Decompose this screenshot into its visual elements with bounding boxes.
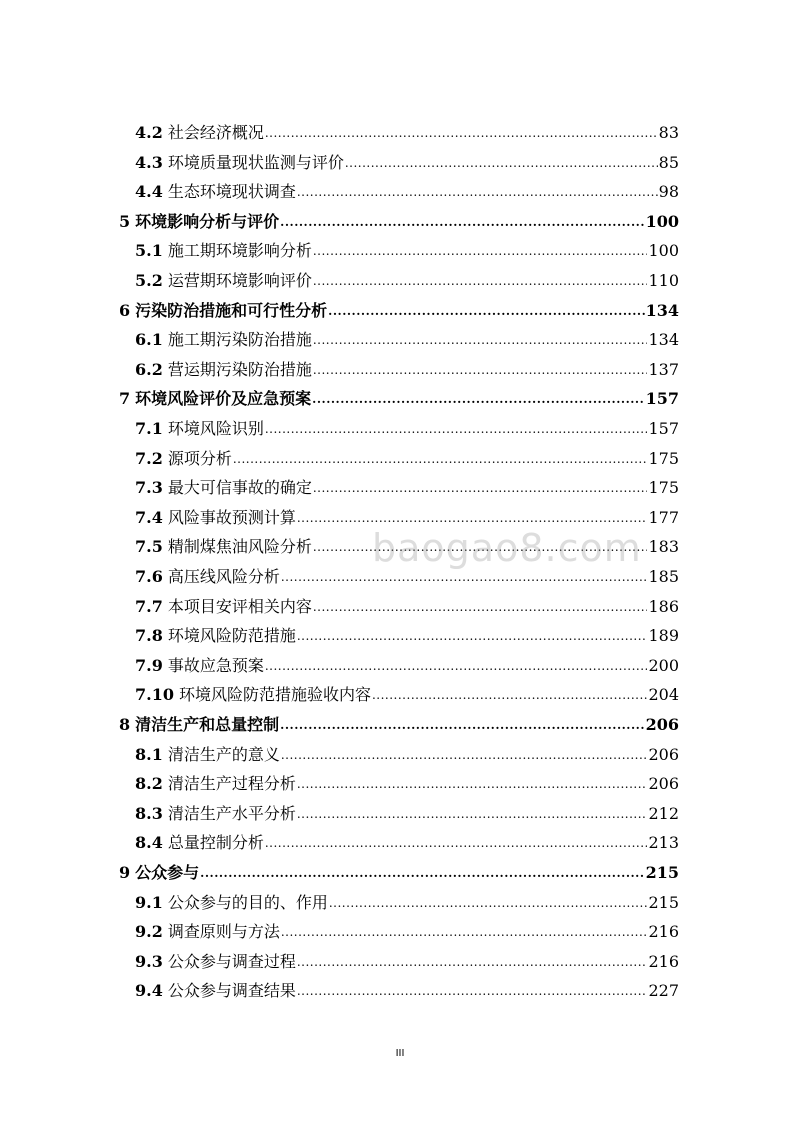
toc-entry-page: 134 — [645, 300, 679, 320]
toc-entry-number: 8 — [119, 715, 131, 734]
toc-leader-dots — [313, 330, 648, 350]
toc-leader-dots — [313, 360, 648, 380]
toc-leader-dots — [281, 922, 648, 942]
toc-entry[interactable] — [135, 502, 679, 528]
toc-entry[interactable] — [135, 117, 679, 143]
toc-entry-page: 216 — [648, 922, 679, 942]
toc-entry-title: 源项分析 — [167, 448, 232, 468]
toc-entry-page: 85 — [658, 152, 679, 172]
toc-leader-dots — [265, 656, 648, 676]
toc-entry-number: 7.8 — [135, 626, 163, 646]
toc-leader-dots — [313, 271, 648, 291]
toc-entry-title: 高压线风险分析 — [167, 567, 280, 586]
toc-entry-number: 7.6 — [135, 567, 163, 586]
toc-leader-dots — [265, 419, 648, 439]
toc-leader-dots — [265, 123, 658, 143]
toc-entry-number: 7.9 — [135, 655, 163, 675]
toc-leader-dots — [297, 626, 648, 646]
toc-entry-title: 公众参与的目的、作用 — [167, 892, 328, 912]
toc-entry-title: 营运期污染防治措施 — [167, 359, 312, 379]
toc-entry-number: 7.1 — [135, 419, 163, 438]
toc-entry-number: 7.7 — [135, 596, 163, 616]
toc-entry[interactable] — [135, 798, 679, 824]
toc-entry-title: 本项目安评相关内容 — [167, 596, 312, 616]
toc-leader-dots — [233, 449, 648, 469]
toc-entry-page: 206 — [648, 774, 679, 794]
toc-entry-number: 6 — [119, 300, 131, 320]
toc-entry-title: 运营期环境影响评价 — [167, 271, 312, 290]
toc-entry-page: 216 — [648, 951, 679, 971]
toc-entry-title: 清洁生产的意义 — [167, 744, 280, 764]
toc-entry-page: 215 — [648, 892, 679, 912]
toc-entry-page: 215 — [645, 863, 679, 882]
toc-entry-page: 110 — [648, 271, 679, 290]
toc-entry-page: 157 — [648, 419, 679, 438]
toc-entry-number: 7.4 — [135, 507, 163, 527]
toc-entry-page: 177 — [648, 507, 679, 527]
toc-leader-dots — [281, 567, 648, 587]
toc-entry-title: 环境质量现状监测与评价 — [167, 152, 344, 172]
toc-entry-title: 环境风险防范措施验收内容 — [178, 685, 371, 705]
toc-entry-number: 7 — [119, 389, 131, 409]
toc-leader-dots — [297, 508, 648, 528]
toc-entry-number: 5 — [119, 211, 131, 231]
toc-entry-number: 8.4 — [135, 833, 163, 853]
toc-entry[interactable] — [135, 975, 679, 1001]
toc-entry[interactable] — [135, 620, 679, 646]
toc-entry[interactable] — [119, 709, 679, 735]
toc-entry-title: 社会经济概况 — [167, 123, 264, 142]
toc-leader-dots — [297, 182, 658, 202]
toc-leader-dots — [313, 597, 648, 617]
toc-leader-dots — [312, 389, 644, 409]
toc-entry-number: 9.4 — [135, 981, 163, 1001]
toc-leader-dots — [297, 774, 648, 794]
toc-entry-number: 7.2 — [135, 448, 163, 468]
toc-entry[interactable] — [135, 887, 679, 913]
toc-entry-title: 公众参与调查结果 — [167, 981, 296, 1001]
toc-entry-title: 污染防治措施和可行性分析 — [135, 300, 328, 320]
toc-entry[interactable] — [135, 324, 679, 350]
toc-entry[interactable] — [119, 857, 679, 883]
toc-entry-title: 调查原则与方法 — [167, 922, 280, 942]
toc-entry-title: 生态环境现状调查 — [167, 182, 296, 202]
toc-entry-page: 183 — [648, 537, 679, 557]
toc-entry-page: 137 — [648, 359, 679, 379]
toc-entry-page: 204 — [648, 685, 679, 705]
toc-entry[interactable] — [135, 591, 679, 617]
toc-entry[interactable] — [135, 916, 679, 942]
toc-leader-dots — [297, 952, 648, 972]
toc-entry-title: 精制煤焦油风险分析 — [167, 537, 312, 557]
toc-entry-number: 4.4 — [135, 182, 163, 202]
toc-entry-title: 施工期污染防治措施 — [167, 330, 312, 350]
toc-entry-title: 公众参与 — [135, 863, 200, 882]
toc-entry-number: 8.1 — [135, 744, 163, 764]
toc-entry-page: 100 — [648, 241, 679, 261]
toc-entry[interactable] — [135, 235, 679, 261]
toc-entry-title: 风险事故预测计算 — [167, 507, 296, 527]
toc-entry-page: 175 — [648, 478, 679, 498]
toc-entry-page: 83 — [658, 123, 679, 142]
toc-entry-number: 7.3 — [135, 478, 163, 498]
toc-entry[interactable] — [119, 206, 679, 232]
toc-entry-page: 213 — [648, 833, 679, 853]
toc-entry-title: 环境风险识别 — [167, 419, 264, 438]
toc-entry-number: 9.1 — [135, 892, 163, 912]
toc-entry-number: 8.3 — [135, 803, 163, 823]
toc-entry-number: 4.2 — [135, 123, 163, 142]
toc-entry-number: 9.3 — [135, 951, 163, 971]
toc-leader-dots — [329, 893, 648, 913]
toc-entry-number: 5.1 — [135, 241, 163, 261]
toc-entry-number: 5.2 — [135, 271, 163, 290]
toc-entry-title: 环境风险防范措施 — [167, 626, 296, 646]
toc-leader-dots — [328, 301, 644, 321]
page-number: III — [395, 1048, 405, 1059]
toc-entry[interactable] — [135, 147, 679, 173]
toc-entry-number: 7.5 — [135, 537, 163, 557]
toc-entry-page: 200 — [648, 655, 679, 675]
toc-entry[interactable] — [135, 176, 679, 202]
toc-leader-dots — [200, 863, 644, 883]
toc-leader-dots — [280, 212, 644, 232]
watermark: baogao8.com — [372, 526, 642, 570]
toc-entry-page: 175 — [648, 448, 679, 468]
toc-entry-page: 227 — [648, 981, 679, 1001]
toc-entry[interactable] — [135, 827, 679, 853]
toc-entry[interactable] — [135, 739, 679, 765]
toc-entry[interactable] — [119, 383, 679, 409]
toc-entry[interactable] — [135, 768, 679, 794]
toc-entry-page: 206 — [648, 744, 679, 764]
toc-entry-number: 6.2 — [135, 359, 163, 379]
toc-leader-dots — [313, 241, 648, 261]
toc-entry-title: 清洁生产过程分析 — [167, 774, 296, 794]
toc-entry[interactable] — [135, 443, 679, 469]
toc-leader-dots — [281, 745, 648, 765]
toc-entry-number: 9 — [119, 863, 131, 882]
toc-entry[interactable] — [135, 946, 679, 972]
toc-entry[interactable] — [135, 650, 679, 676]
toc-entry-title: 环境影响分析与评价 — [135, 211, 280, 231]
toc-entry-page: 98 — [658, 182, 679, 202]
toc-leader-dots — [372, 685, 647, 705]
toc-entry-title: 最大可信事故的确定 — [167, 478, 312, 498]
toc-entry[interactable] — [135, 265, 679, 291]
toc-entry-page: 189 — [648, 626, 679, 646]
toc-entry[interactable] — [135, 413, 679, 439]
toc-entry-page: 134 — [648, 330, 679, 350]
toc-entry-page: 212 — [648, 803, 679, 823]
toc-entry-title: 公众参与调查过程 — [167, 951, 296, 971]
toc-entry-page: 100 — [645, 211, 679, 231]
toc-leader-dots — [280, 715, 644, 735]
toc-entry[interactable] — [119, 295, 679, 321]
toc-entry-title: 环境风险评价及应急预案 — [135, 389, 312, 409]
toc-entry-number: 8.2 — [135, 774, 163, 794]
toc-entry-number: 6.1 — [135, 330, 163, 350]
toc-leader-dots — [313, 478, 648, 498]
toc-entry-title: 事故应急预案 — [167, 655, 264, 675]
toc-entry-title: 清洁生产和总量控制 — [135, 715, 280, 734]
toc-leader-dots — [297, 981, 648, 1001]
toc-entry-title: 施工期环境影响分析 — [167, 241, 312, 261]
toc-entry-page: 157 — [645, 389, 679, 409]
toc-entry[interactable] — [135, 679, 679, 705]
toc-entry[interactable] — [135, 354, 679, 380]
toc-entry-title: 总量控制分析 — [167, 833, 264, 853]
toc-leader-dots — [345, 153, 658, 173]
toc-entry[interactable] — [135, 472, 679, 498]
toc-entry-page: 206 — [645, 715, 679, 734]
toc-entry-page: 186 — [648, 596, 679, 616]
toc-leader-dots — [297, 804, 648, 824]
toc-entry-title: 清洁生产水平分析 — [167, 803, 296, 823]
toc-entry-page: 185 — [648, 567, 679, 586]
toc-leader-dots — [265, 833, 648, 853]
toc-entry-number: 4.3 — [135, 152, 163, 172]
toc-entry-number: 7.10 — [135, 685, 174, 705]
toc-entry-number: 9.2 — [135, 922, 163, 942]
